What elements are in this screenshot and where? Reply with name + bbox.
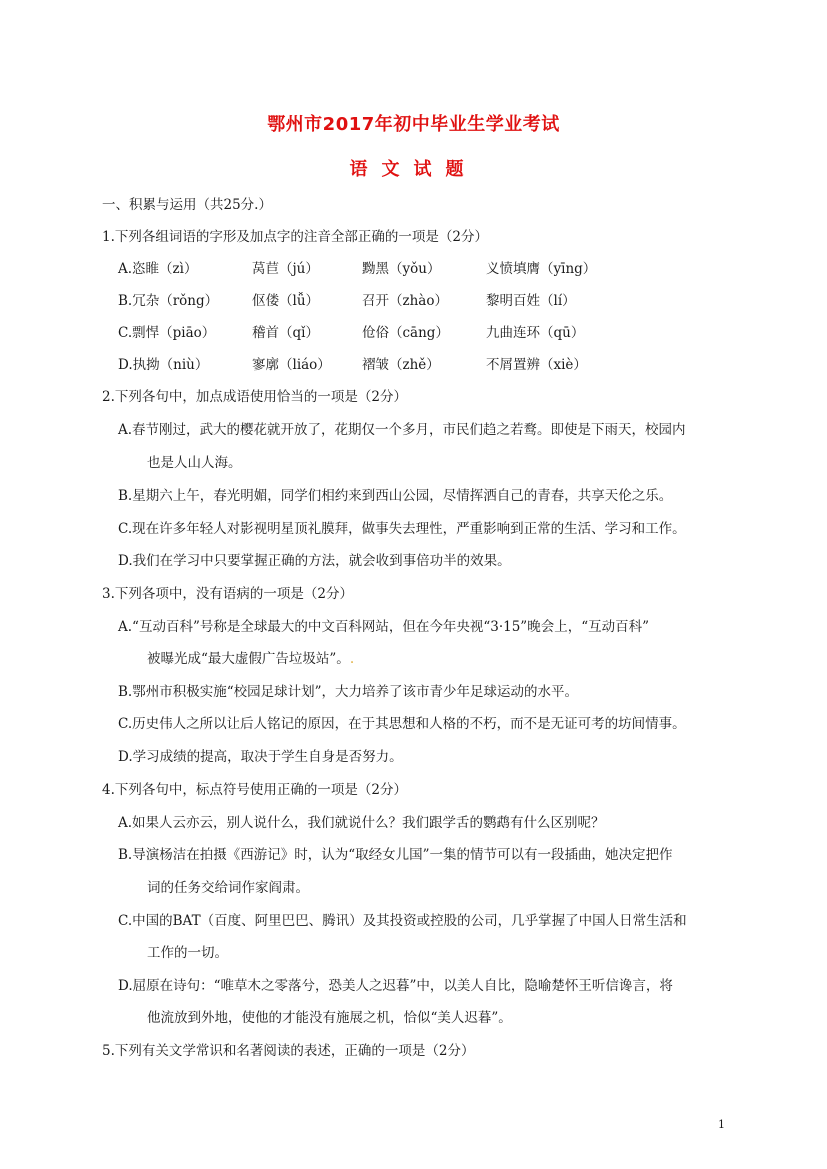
stray-dot: . [349, 651, 355, 667]
q2-option-c: C.现在许多年轻人对影视明星顶礼膜拜，做事失去理性，严重影响到正常的生活、学习和工作。 [118, 521, 686, 537]
q4-option-d-cont: 他流放到外地，使他的才能没有施展之机，恰似“美人迟暮”。 [147, 1010, 512, 1026]
q1-cell: 莴苣（jú） [252, 261, 319, 277]
q1-cell: C.剽悍（piāo） [118, 325, 216, 341]
q1-cell: 九曲连环（qū） [486, 325, 585, 341]
q1-cell: 伧俗（cāng） [362, 325, 449, 341]
q4-option-d: D.屈原在诗句：“唯草木之零落兮，恐美人之迟暮”中，以美人自比，隐喻楚怀王听信谗言，将 [118, 978, 673, 994]
q1-cell: B.冗杂（rǒng） [118, 293, 219, 309]
q1-cell: 黝黑（yǒu） [362, 261, 441, 277]
q1-cell: D.执拗（niù） [118, 357, 209, 373]
q2-option-d: D.我们在学习中只要掌握正确的方法，就会收到事倍功半的效果。 [118, 553, 511, 569]
exam-subtitle: 语文试题 [349, 159, 478, 180]
q2-option-b: B.星期六上午，春光明媚，同学们相约来到西山公园，尽情挥洒自己的青春，共享天伦之乐。 [118, 488, 673, 504]
q2-option-a-cont: 也是人山人海。 [147, 455, 242, 471]
q1-cell: 黎明百姓（lí） [486, 293, 576, 309]
q1-cell: 义愤填膺（yīng） [486, 261, 597, 277]
q3-option-b: B.鄂州市积极实施“校园足球计划”，大力培养了该市青少年足球运动的水平。 [118, 684, 579, 700]
q3-option-c: C.历史伟人之所以让后人铭记的原因，在于其思想和人格的不朽，而不是无证可考的坊间情事。 [118, 716, 686, 732]
q4-option-c-cont: 工作的一切。 [147, 945, 228, 961]
q4-option-b: B.导演杨洁在拍摄《西游记》时，认为“取经女儿国”一集的情节可以有一段插曲，她决定把作 [118, 847, 673, 863]
question-3-stem: 3.下列各项中，没有语病的一项是（2分） [102, 586, 353, 602]
q3-option-a-cont [147, 650, 354, 668]
question-1-stem: 1.下列各组词语的字形及加点字的注音全部正确的一项是（2分） [102, 229, 488, 245]
q1-cell: A.恣睢（zì） [118, 261, 198, 277]
section-heading: 一、积累与运用（共25分.） [102, 197, 272, 213]
q1-cell: 召开（zhào） [362, 293, 448, 309]
q1-cell: 寥廓（liáo） [252, 357, 331, 373]
q1-cell: 伛偻（lǚ） [252, 293, 320, 309]
q4-option-c: C.中国的BAT（百度、阿里巴巴、腾讯）及其投资或控股的公司，几乎掌握了中国人日常生活和 [118, 913, 687, 929]
q4-option-b-cont: 词的任务交给词作家阎肃。 [147, 880, 309, 896]
q1-cell: 不屑置辨（xiè） [486, 357, 587, 373]
exam-title: 鄂州市2017年初中毕业生学业考试 [267, 114, 560, 135]
q1-cell: 褶皱（zhě） [362, 357, 440, 373]
q3-option-d: D.学习成绩的提高，取决于学生自身是否努力。 [118, 749, 403, 765]
q2-option-a: A.春节刚过，武大的樱花就开放了，花期仅一个多月，市民们趋之若鹜。即使是下雨天，校园内 [118, 422, 686, 438]
q3-option-a: A.“互动百科”号称是全球最大的中文百科网站，但在今年央视“3·15”晚会上，“互动百科” [118, 619, 650, 635]
question-2-stem: 2.下列各句中，加点成语使用恰当的一项是（2分） [102, 389, 407, 405]
question-4-stem: 4.下列各句中，标点符号使用正确的一项是（2分） [102, 782, 407, 798]
question-5-stem: 5.下列有关文学常识和名著阅读的表述，正确的一项是（2分） [102, 1043, 475, 1059]
page-number: 1 [718, 1118, 725, 1131]
q1-cell: 稽首（qǐ） [252, 325, 319, 341]
q3-option-a-cont-text: 被曝光成“最大虚假广告垃圾站”。 [147, 651, 350, 667]
q4-option-a: A.如果人云亦云，别人说什么，我们就说什么？我们跟学舌的鹦鹉有什么区别呢？ [118, 815, 605, 831]
